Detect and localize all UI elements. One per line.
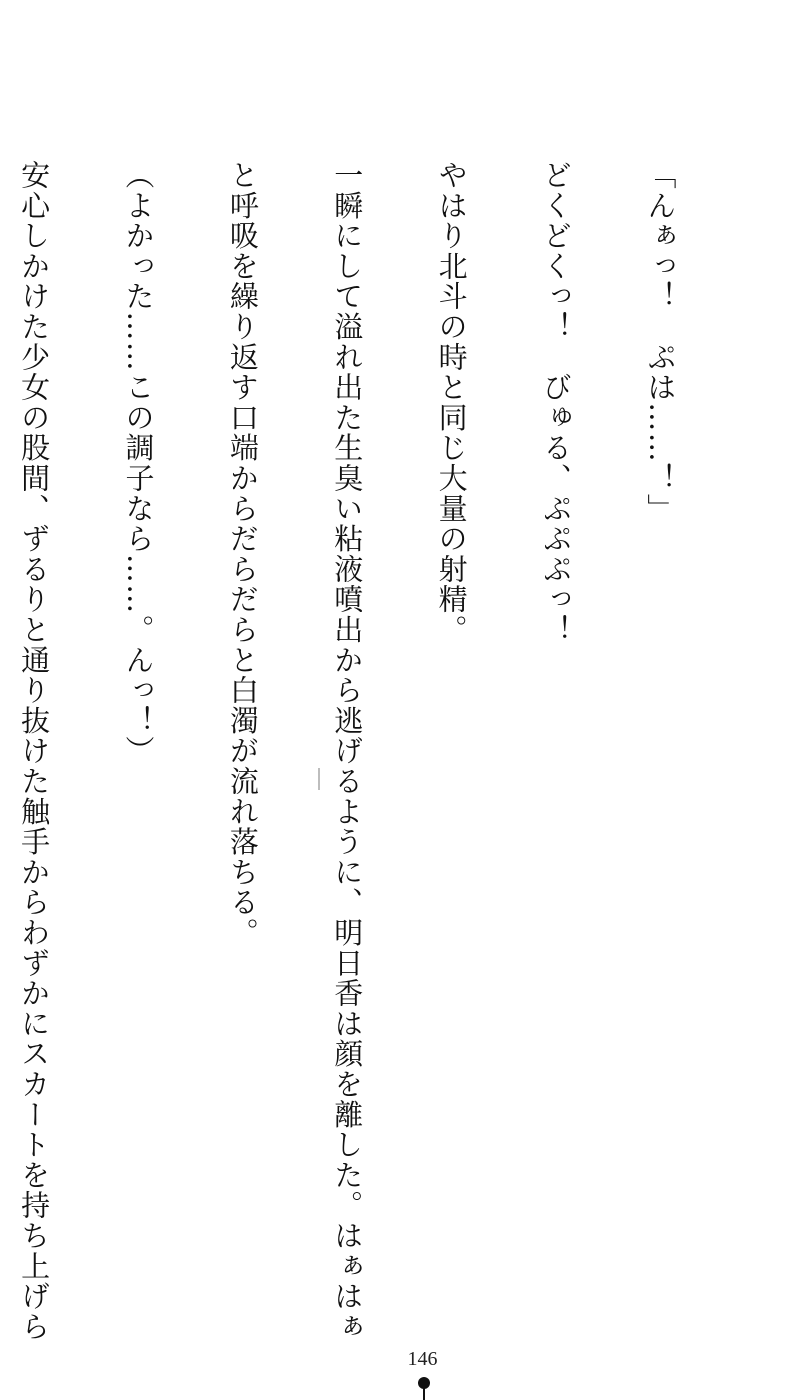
page-number: 146 (407, 1348, 438, 1370)
text-line: 「んぁっ！ ぷは……！」 (643, 160, 678, 524)
text-line: （よかった……この調子なら……。んっ！） (121, 160, 156, 766)
vertical-text-body (0, 160, 747, 1342)
scan-artifact-mark (318, 768, 320, 790)
text-line: どくどくっ！ びゅる、ぷぷぷっ！ (539, 160, 574, 645)
text-line: と呼吸を繰り返す口端からだらだらと白濁が流れ落ちる。 (225, 160, 260, 948)
text-line: やはり北斗の時と同じ大量の射精。 (434, 160, 469, 645)
page-marker-stem (423, 1388, 425, 1400)
text-line: 安心しかけた少女の股間、ずるりと通り抜けた触手からわずかにスカートを持ち上げら (17, 160, 52, 1342)
text-line: 一瞬にして溢れ出た生臭い粘液噴出から逃げるように、明日香は顔を離した。はぁはぁ (330, 160, 365, 1342)
